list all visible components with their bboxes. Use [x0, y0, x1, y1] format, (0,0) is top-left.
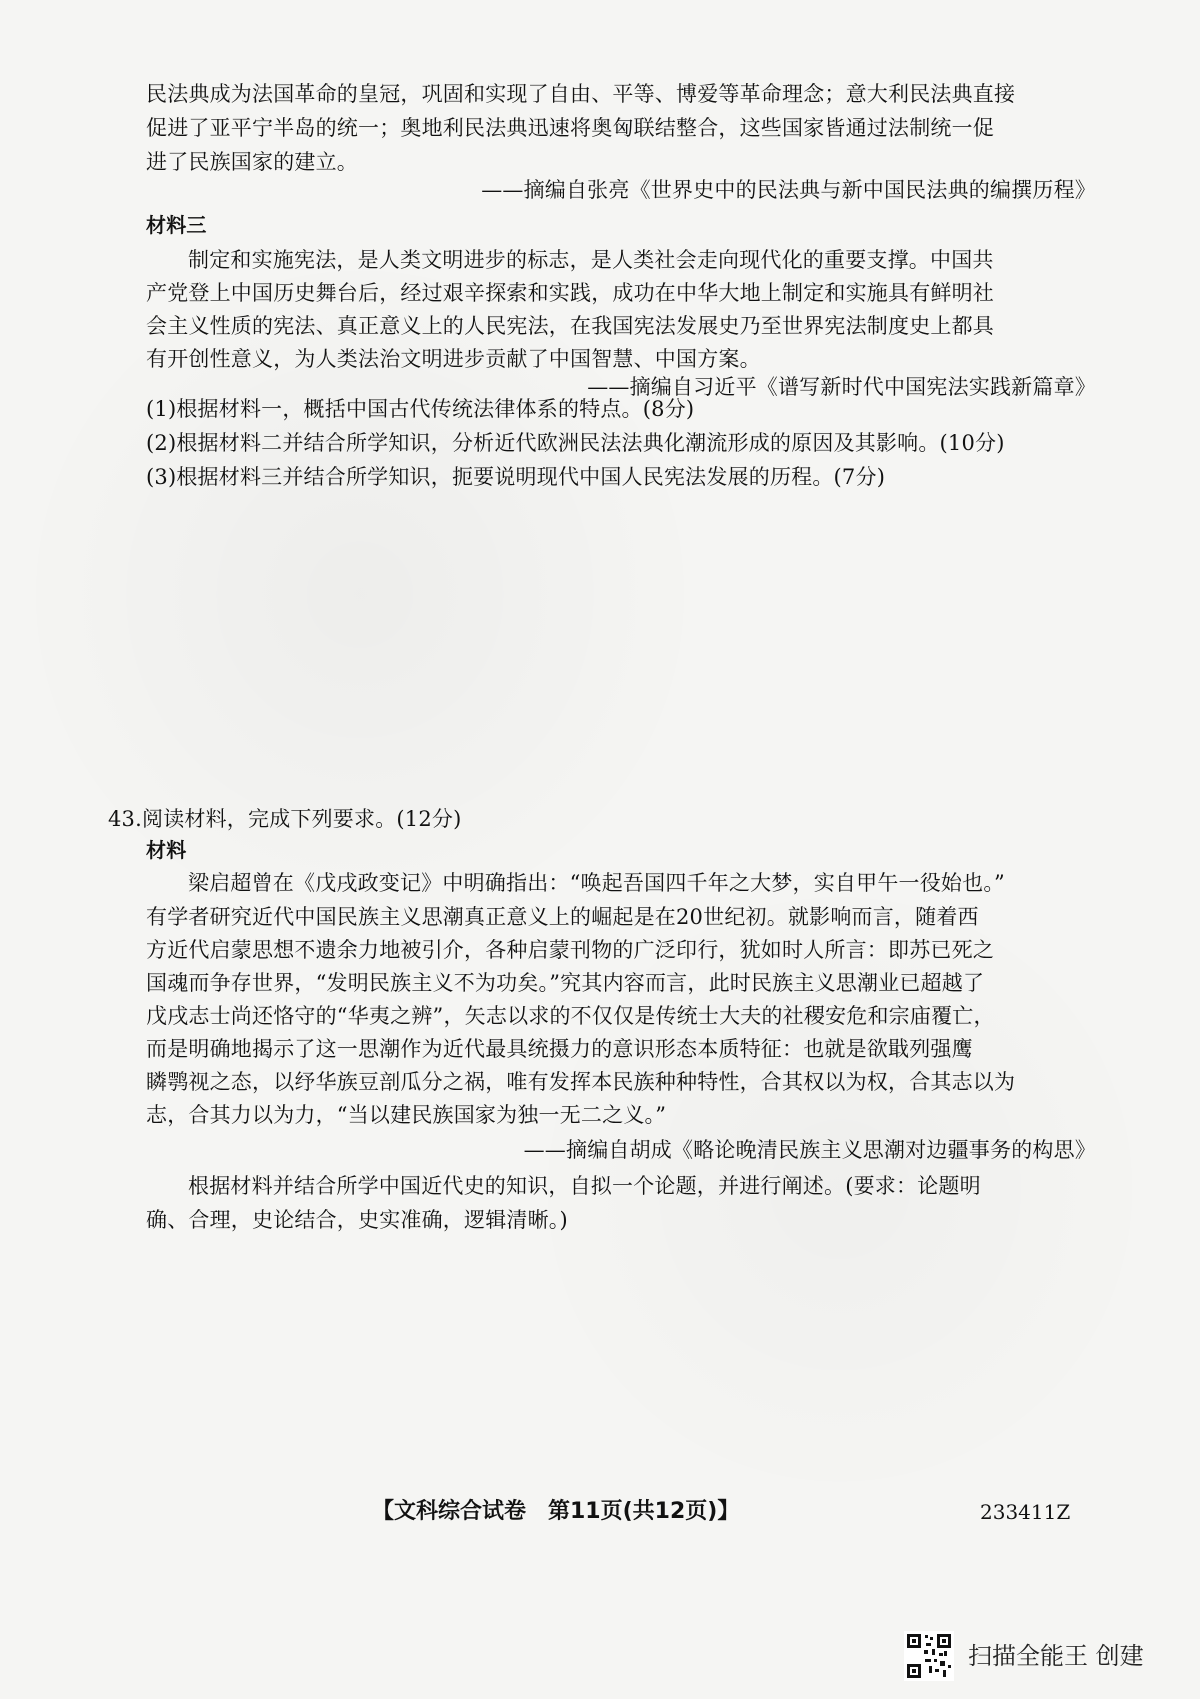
- paragraph-line: 国魂而争存世界，“发明民族主义不为功矣。”究其内容而言，此时民族主义思潮业已超越了: [146, 971, 985, 995]
- paragraph-line: 方近代启蒙思想不遗余力地被引介，各种启蒙刊物的广泛印行，犹如时人所言：即苏已死之: [146, 938, 994, 962]
- task-line: 根据材料并结合所学中国近代史的知识，自拟一个论题，并进行阐述。(要求：论题明: [188, 1174, 981, 1198]
- question-item: (3)根据材料三并结合所学知识，扼要说明现代中国人民宪法发展的历程。(7分): [146, 465, 886, 489]
- citation-text: ——摘编自张亮《世界史中的民法典与新中国民法典的编撰历程》: [481, 178, 1096, 202]
- paragraph-line: 梁启超曾在《戊戌政变记》中明确指出：“唤起吾国四千年之大梦，实自甲午一役始也。”: [188, 871, 1005, 895]
- paragraph-line: 产党登上中国历史舞台后，经过艰辛探索和实践，成功在中华大地上制定和实施具有鲜明社: [146, 281, 994, 305]
- source-citation: [146, 1134, 1096, 1174]
- question-43: [108, 803, 1096, 1143]
- question-item: (2)根据材料二并结合所学知识，分析近代欧洲民法法典化潮流形成的原因及其影响。(10分): [146, 431, 1005, 455]
- task-line: 确、合理，史论结合，史实准确，逻辑清晰。): [146, 1208, 568, 1232]
- citation-text: ——摘编自习近平《谱写新时代中国宪法实践新篇章》: [587, 375, 1096, 399]
- question-title: 43.阅读材料，完成下列要求。(12分): [108, 807, 462, 831]
- paragraph-line: 民法典成为法国革命的皇冠，巩固和实现了自由、平等、博爱等革命理念；意大利民法典直接: [146, 82, 1016, 106]
- footer-title: 【文科综合试卷 第11页(共12页)】: [372, 1499, 740, 1524]
- material-heading: 材料: [146, 838, 187, 862]
- question-list: [146, 393, 1096, 503]
- qr-code-icon: [904, 1631, 954, 1681]
- source-citation: [146, 174, 1096, 214]
- question-task: [146, 1170, 1096, 1250]
- material-heading: 材料三: [146, 213, 207, 237]
- paragraph-line: 戊戌志士尚还恪守的“华夷之辨”，矢志以求的不仅仅是传统士大夫的社稷安危和宗庙覆亡，: [146, 1004, 995, 1028]
- question-item: (1)根据材料一，概括中国古代传统法律体系的特点。(8分): [146, 397, 695, 421]
- citation-text: ——摘编自胡成《略论晚清民族主义思潮对边疆事务的构思》: [523, 1138, 1096, 1162]
- paragraph-line: 瞵鹗视之态，以纾华族豆剖瓜分之祸，唯有发挥本民族种种特性，合其权以为权，合其志以为: [146, 1070, 1016, 1094]
- paragraph-line: 有开创性意义，为人类法治文明进步贡献了中国智慧、中国方案。: [146, 347, 761, 371]
- paragraph-line: 制定和实施宪法，是人类文明进步的标志，是人类社会走向现代化的重要支撑。中国共: [188, 248, 994, 272]
- paragraph-line: 促进了亚平宁半岛的统一；奥地利民法典迅速将奥匈联结整合，这些国家皆通过法制统一促: [146, 116, 994, 140]
- paragraph-line: 会主义性质的宪法、真正意义上的人民宪法，在我国宪法发展史乃至世界宪法制度史上都具: [146, 314, 994, 338]
- material3-section: [146, 209, 1096, 369]
- scanner-watermark: [904, 1631, 1164, 1681]
- paragraph-line: 进了民族国家的建立。: [146, 150, 358, 174]
- paragraph-line: 志，合其力以为力，“当以建民族国家为独一无二之义。”: [146, 1103, 667, 1127]
- paragraph-line: 有学者研究近代中国民族主义思潮真正意义上的崛起是在20世纪初。就影响而言，随着西: [146, 905, 979, 929]
- paper-code: 233411Z: [980, 1500, 1071, 1524]
- watermark-text: 扫描全能王 创建: [968, 1642, 1144, 1670]
- material2-continuation: [146, 78, 1096, 178]
- paragraph-line: 而是明确地揭示了这一思潮作为近代最具统摄力的意识形态本质特征：也就是欲戢列强鹰: [146, 1037, 973, 1061]
- page-footer: [0, 1494, 1200, 1534]
